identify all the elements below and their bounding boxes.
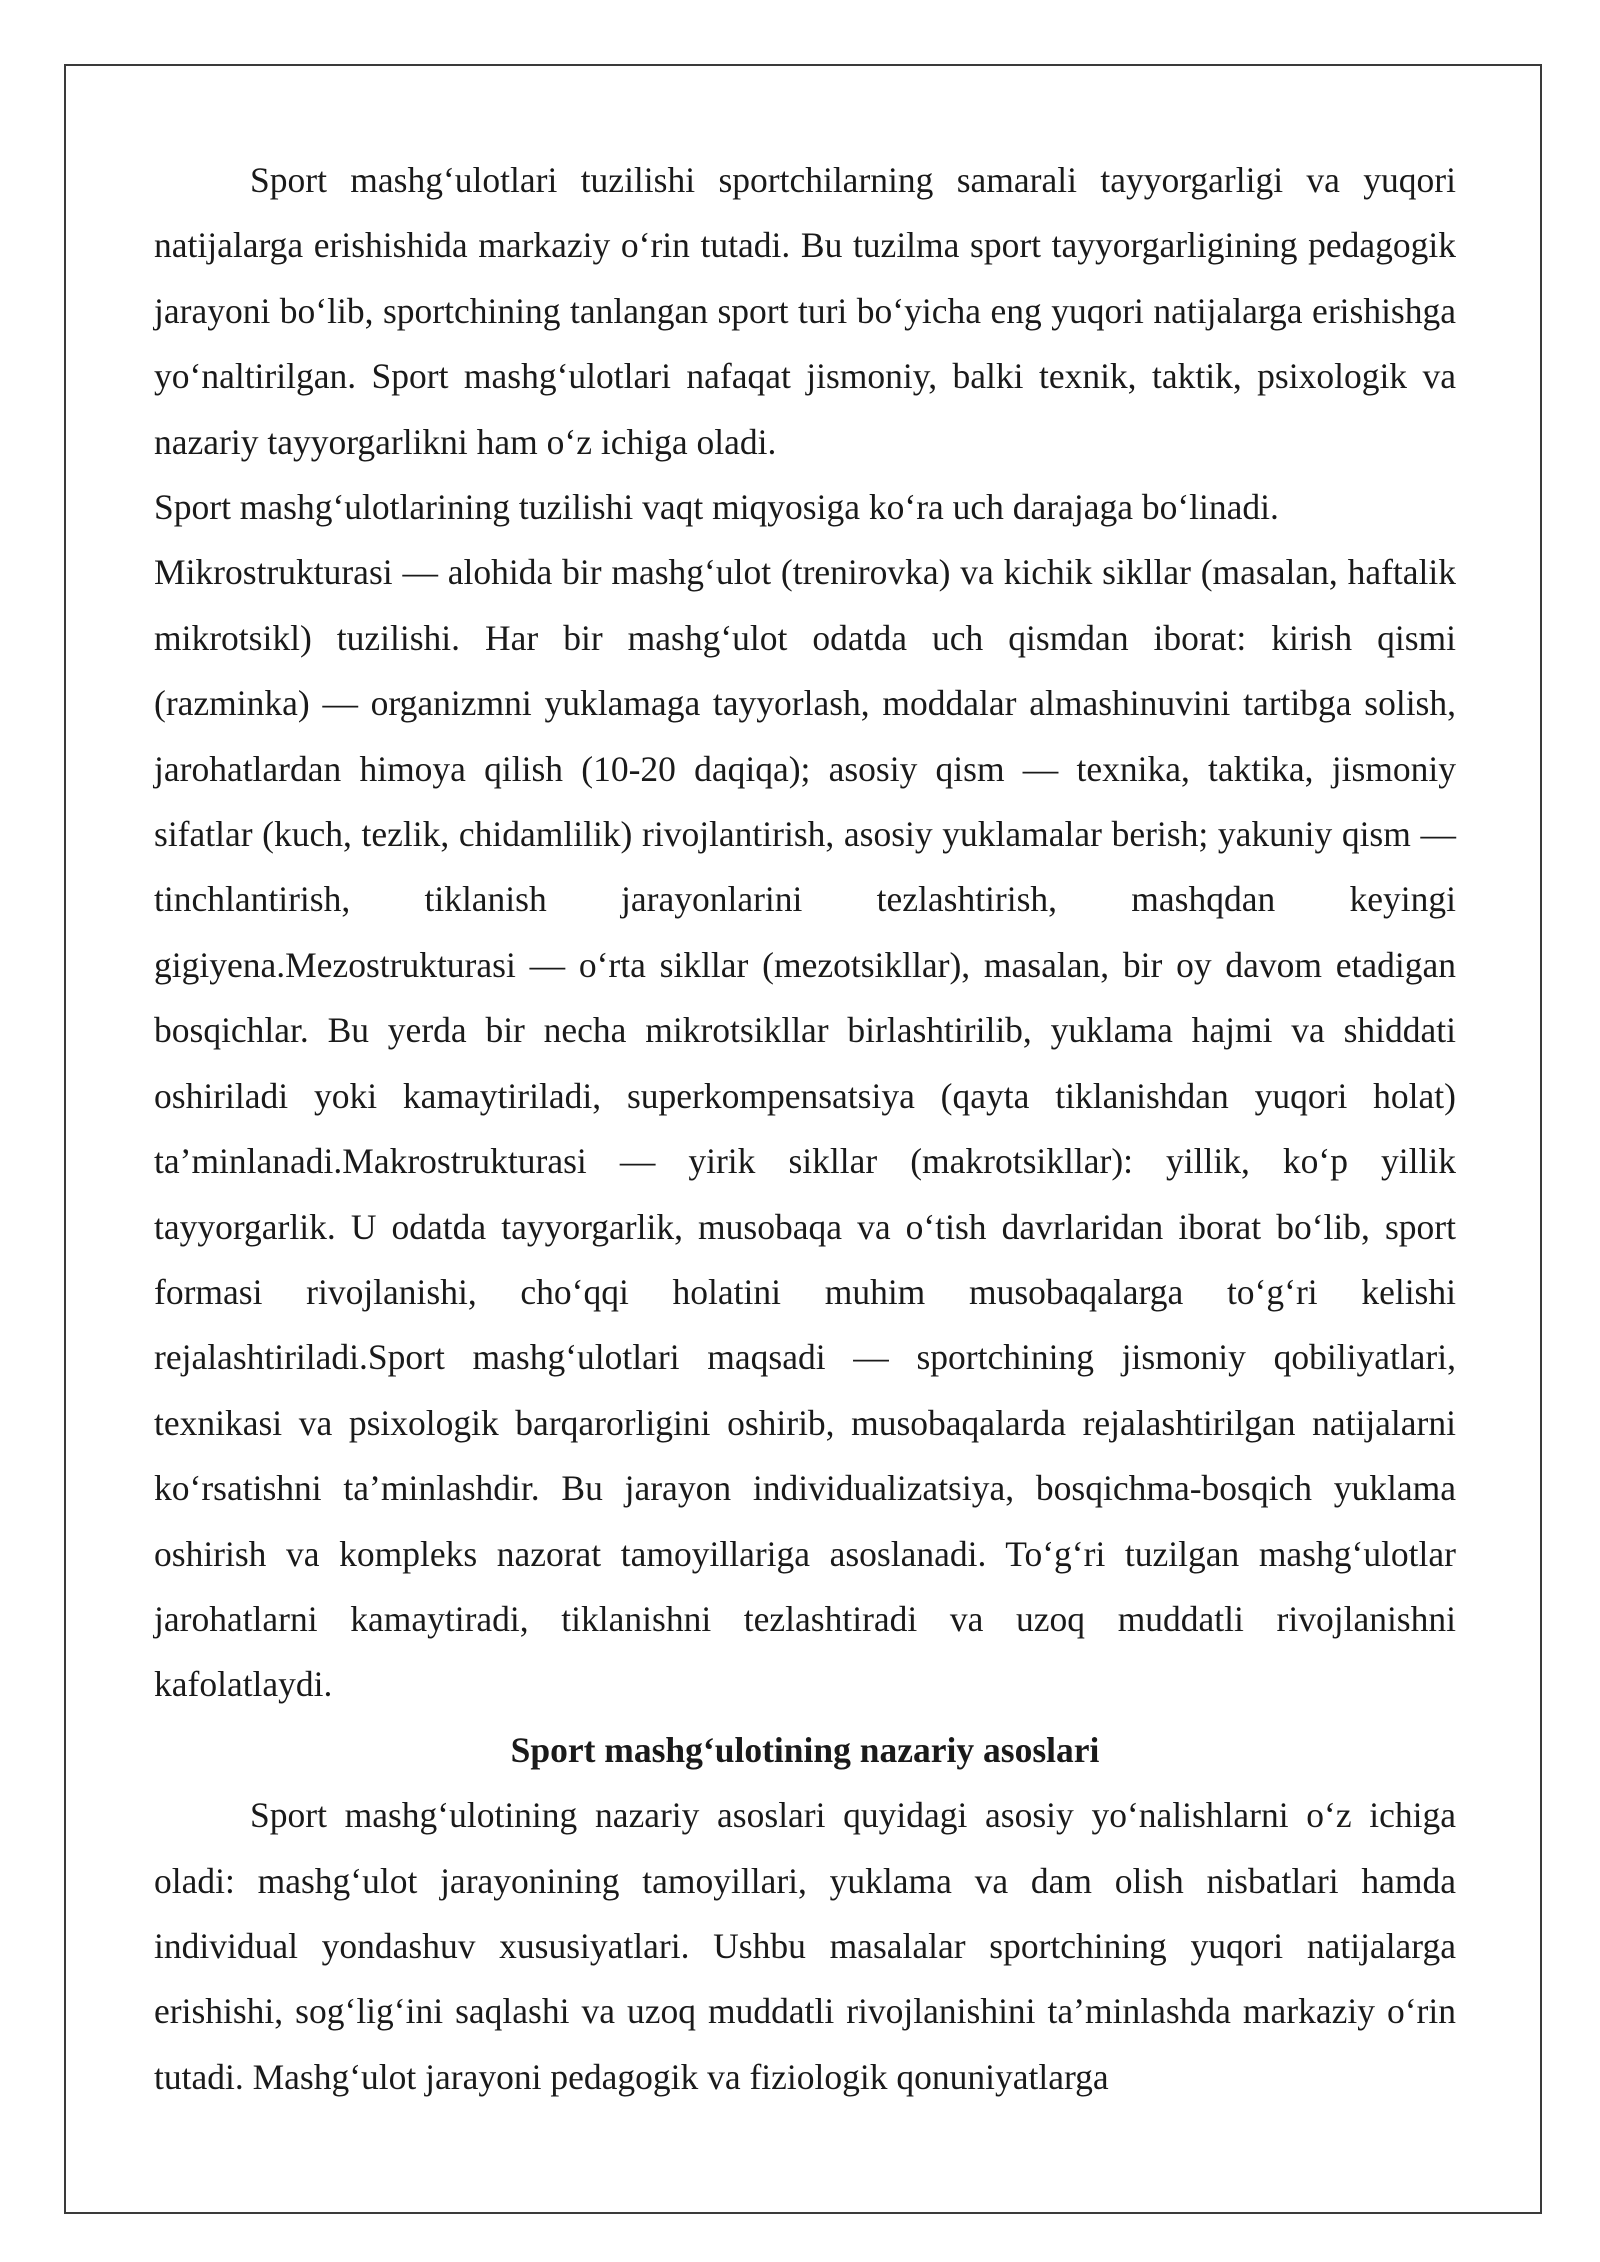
paragraph-theory: Sport mashg‘ulotining nazariy asoslari quyidagi asosiy yo‘nalishlarni o‘z ichiga oladi: mashg‘ulot jarayonining tamoyillari, yuklama va dam olish nisbatlari hamda individual yondashuv xususiyatlari. Ushbu masalalar sportchining yuqori natijalarga erishishi, sog‘lig‘ini saqlashi va uzoq muddatli rivojlanishini ta’minlashda markaziy o‘rin tutadi. Mashg‘ulot jarayoni pedagogik va fiziologik qonuniyatlarga [154, 1795, 1456, 2097]
paragraph-structures: Mikrostrukturasi — alohida bir mashg‘ulot (trenirovka) va kichik sikllar (masalan, haftalik mikrotsikl) tuzilishi. Har bir mashg‘ulot odatda uch qismdan iborat: kirish qismi (razminka) — organizmni yuklamaga tayyorlash, moddalar almashinuvini tartibga solish, jarohatlardan himoya qilish (10-20 daqiqa); asosiy qism — texnika, taktika, jismoniy sifatlar (kuch, tezlik, chidamlilik) rivojlantirish, asosiy yuklamalar berish; yakuniy qism — tinchlantirish, tiklanish jarayonlarini tezlashtirish, mashqdan keyingi gigiyena.Mezostrukturasi — o‘rta sikllar (mezotsikllar), masalan, bir oy davom etadigan bosqichlar. Bu yerda bir necha mikrotsikllar birlashtirilib, yuklama hajmi va shiddati oshiriladi yoki kamaytiriladi, superkompensatsiya (qayta tiklanishdan yuqori holat) ta’minlanadi.Makrostrukturasi — yirik sikllar (makrotsikllar): yillik, ko‘p yillik tayyorgarlik. U odatda tayyorgarlik, musobaqa va o‘tish davrlaridan iborat bo‘lib, sport formasi rivojlanishi, cho‘qqi holatini muhim musobaqalarga to‘g‘ri kelishi rejalashtiriladi.Sport mashg‘ulotlari maqsadi — sportchining jismoniy qobiliyatlari, texnikasi va psixologik barqarorligini oshirib, musobaqalarda rejalashtirilgan natijalarni ko‘rsatishni ta’minlashdir. Bu jarayon individualizatsiya, bosqichma-bosqich yuklama oshirish va kompleks nazorat tamoyillariga asoslanadi. To‘g‘ri tuzilgan mashg‘ulotlar jarohatlarni kamaytiradi, tiklanishni tezlashtiradi va uzoq muddatli rivojlanishni kafolatlaydi. [154, 552, 1456, 1705]
paragraph-levels: Sport mashg‘ulotlarining tuzilishi vaqt miqyosiga ko‘ra uch darajaga bo‘linadi. [154, 487, 1279, 528]
document-body [154, 148, 1456, 2110]
section-heading: Sport mashg‘ulotining nazariy asoslari [510, 1729, 1100, 1770]
paragraph-intro: Sport mashg‘ulotlari tuzilishi sportchilarning samarali tayyorgarligi va yuqori natijalarga erishishida markaziy o‘rin tutadi. Bu tuzilma sport tayyorgarligining pedagogik jarayoni bo‘lib, sportchining tanlangan sport turi bo‘yicha eng yuqori natijalarga erishishga yo‘naltirilgan. Sport mashg‘ulotlari nafaqat jismoniy, balki texnik, taktik, psixologik va nazariy tayyorgarlikni ham o‘z ichiga oladi. [154, 160, 1456, 462]
